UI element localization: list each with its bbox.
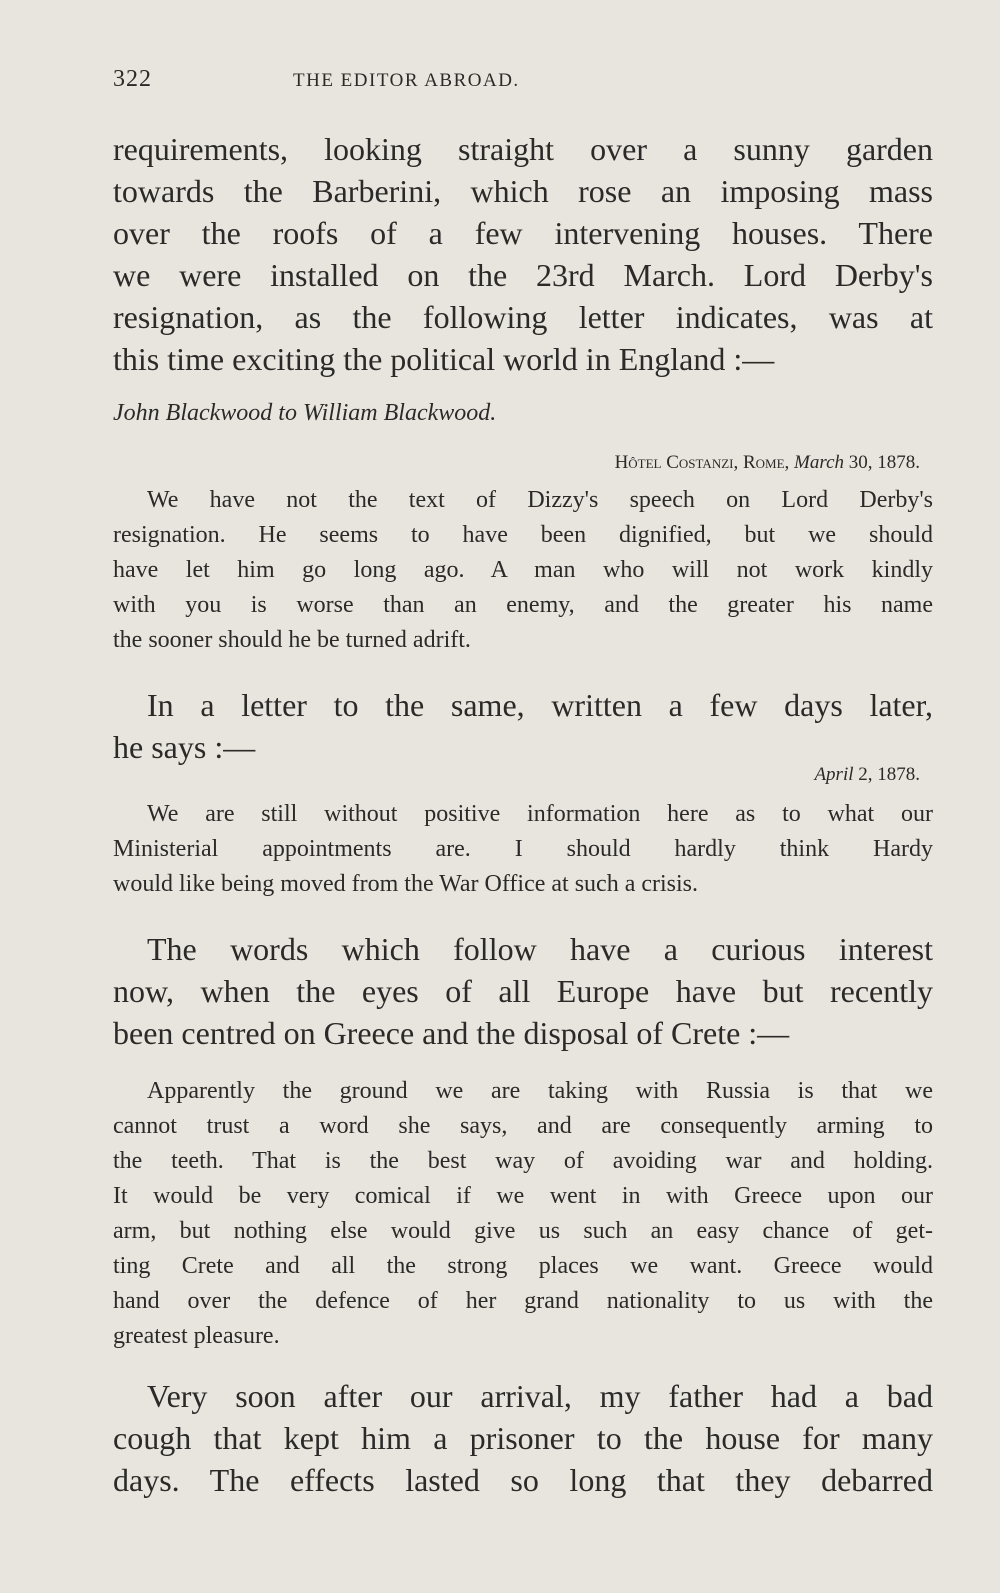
letter-2-dateline: [814, 764, 920, 786]
text-line: over the roofs of a few intervening houses. There: [113, 215, 933, 251]
text-line: resignation. He seems to have been dignified, but we should: [113, 522, 933, 548]
text-line: have let him go long ago. A man who will not work kindly: [113, 557, 933, 583]
page-header: [113, 66, 933, 96]
text-line: We are still without positive information here as to what our: [147, 801, 933, 827]
text-line: hand over the defence of her grand nationality to us with the: [113, 1288, 933, 1314]
letter-attribution: John Blackwood to William Blackwood.: [113, 400, 497, 426]
text-line: he says :—: [113, 729, 256, 765]
text-line: arm, but nothing else would give us such an easy chance of get-: [113, 1218, 933, 1244]
paragraph-1: [113, 128, 933, 380]
letter-dateline: [615, 452, 920, 474]
paragraph-3: [113, 928, 933, 1054]
dateline-month: April: [814, 764, 854, 785]
text-line: resignation, as the following letter indicates, was at: [113, 299, 933, 335]
text-line: the teeth. That is the best way of avoiding war and holding.: [113, 1148, 933, 1174]
letter-1-body: [113, 483, 933, 658]
paragraph-4: [113, 1375, 933, 1501]
text-line: cannot trust a word she says, and are consequently arming to: [113, 1113, 933, 1139]
text-line: days. The effects lasted so long that they debarred: [113, 1462, 933, 1498]
text-line: It would be very comical if we went in with Greece upon our: [113, 1183, 933, 1209]
text-line: been centred on Greece and the disposal of Crete :—: [113, 1015, 790, 1051]
dateline-month: March: [794, 452, 844, 473]
text-line: Very soon after our arrival, my father had a bad: [147, 1378, 933, 1414]
text-line: ting Crete and all the strong places we want. Greece would: [113, 1253, 933, 1279]
running-title: THE EDITOR ABROAD.: [293, 70, 520, 91]
text-line: with you is worse than an enemy, and the greater his name: [113, 592, 933, 618]
text-line: the sooner should he be turned adrift.: [113, 627, 471, 653]
dateline-date: 2, 1878.: [858, 764, 920, 785]
text-line: we were installed on the 23rd March. Lord Derby's: [113, 257, 933, 293]
text-line: greatest pleasure.: [113, 1323, 280, 1349]
letter-3-body: [113, 1074, 933, 1354]
text-line: requirements, looking straight over a sunny garden: [113, 131, 933, 167]
text-line: Apparently the ground we are taking with Russia is that we: [147, 1078, 933, 1104]
dateline-date: 30, 1878.: [848, 452, 920, 473]
dateline-place: Hôtel Costanzi, Rome,: [614, 452, 790, 473]
text-line: towards the Barberini, which rose an imposing mass: [113, 173, 933, 209]
page-number: 322: [113, 66, 152, 92]
text-line: this time exciting the political world in England :—: [113, 341, 775, 377]
letter-2-body: [113, 797, 933, 902]
text-line: now, when the eyes of all Europe have but recently: [113, 973, 933, 1009]
text-line: The words which follow have a curious interest: [147, 931, 933, 967]
text-line: cough that kept him a prisoner to the house for many: [113, 1420, 933, 1456]
text-line: would like being moved from the War Office at such a crisis.: [113, 871, 699, 897]
text-line: We have not the text of Dizzy's speech on Lord Derby's: [147, 487, 933, 513]
text-line: In a letter to the same, written a few days later,: [147, 687, 933, 723]
text-line: Ministerial appointments are. I should hardly think Hardy: [113, 836, 933, 862]
paragraph-2: [113, 684, 933, 768]
